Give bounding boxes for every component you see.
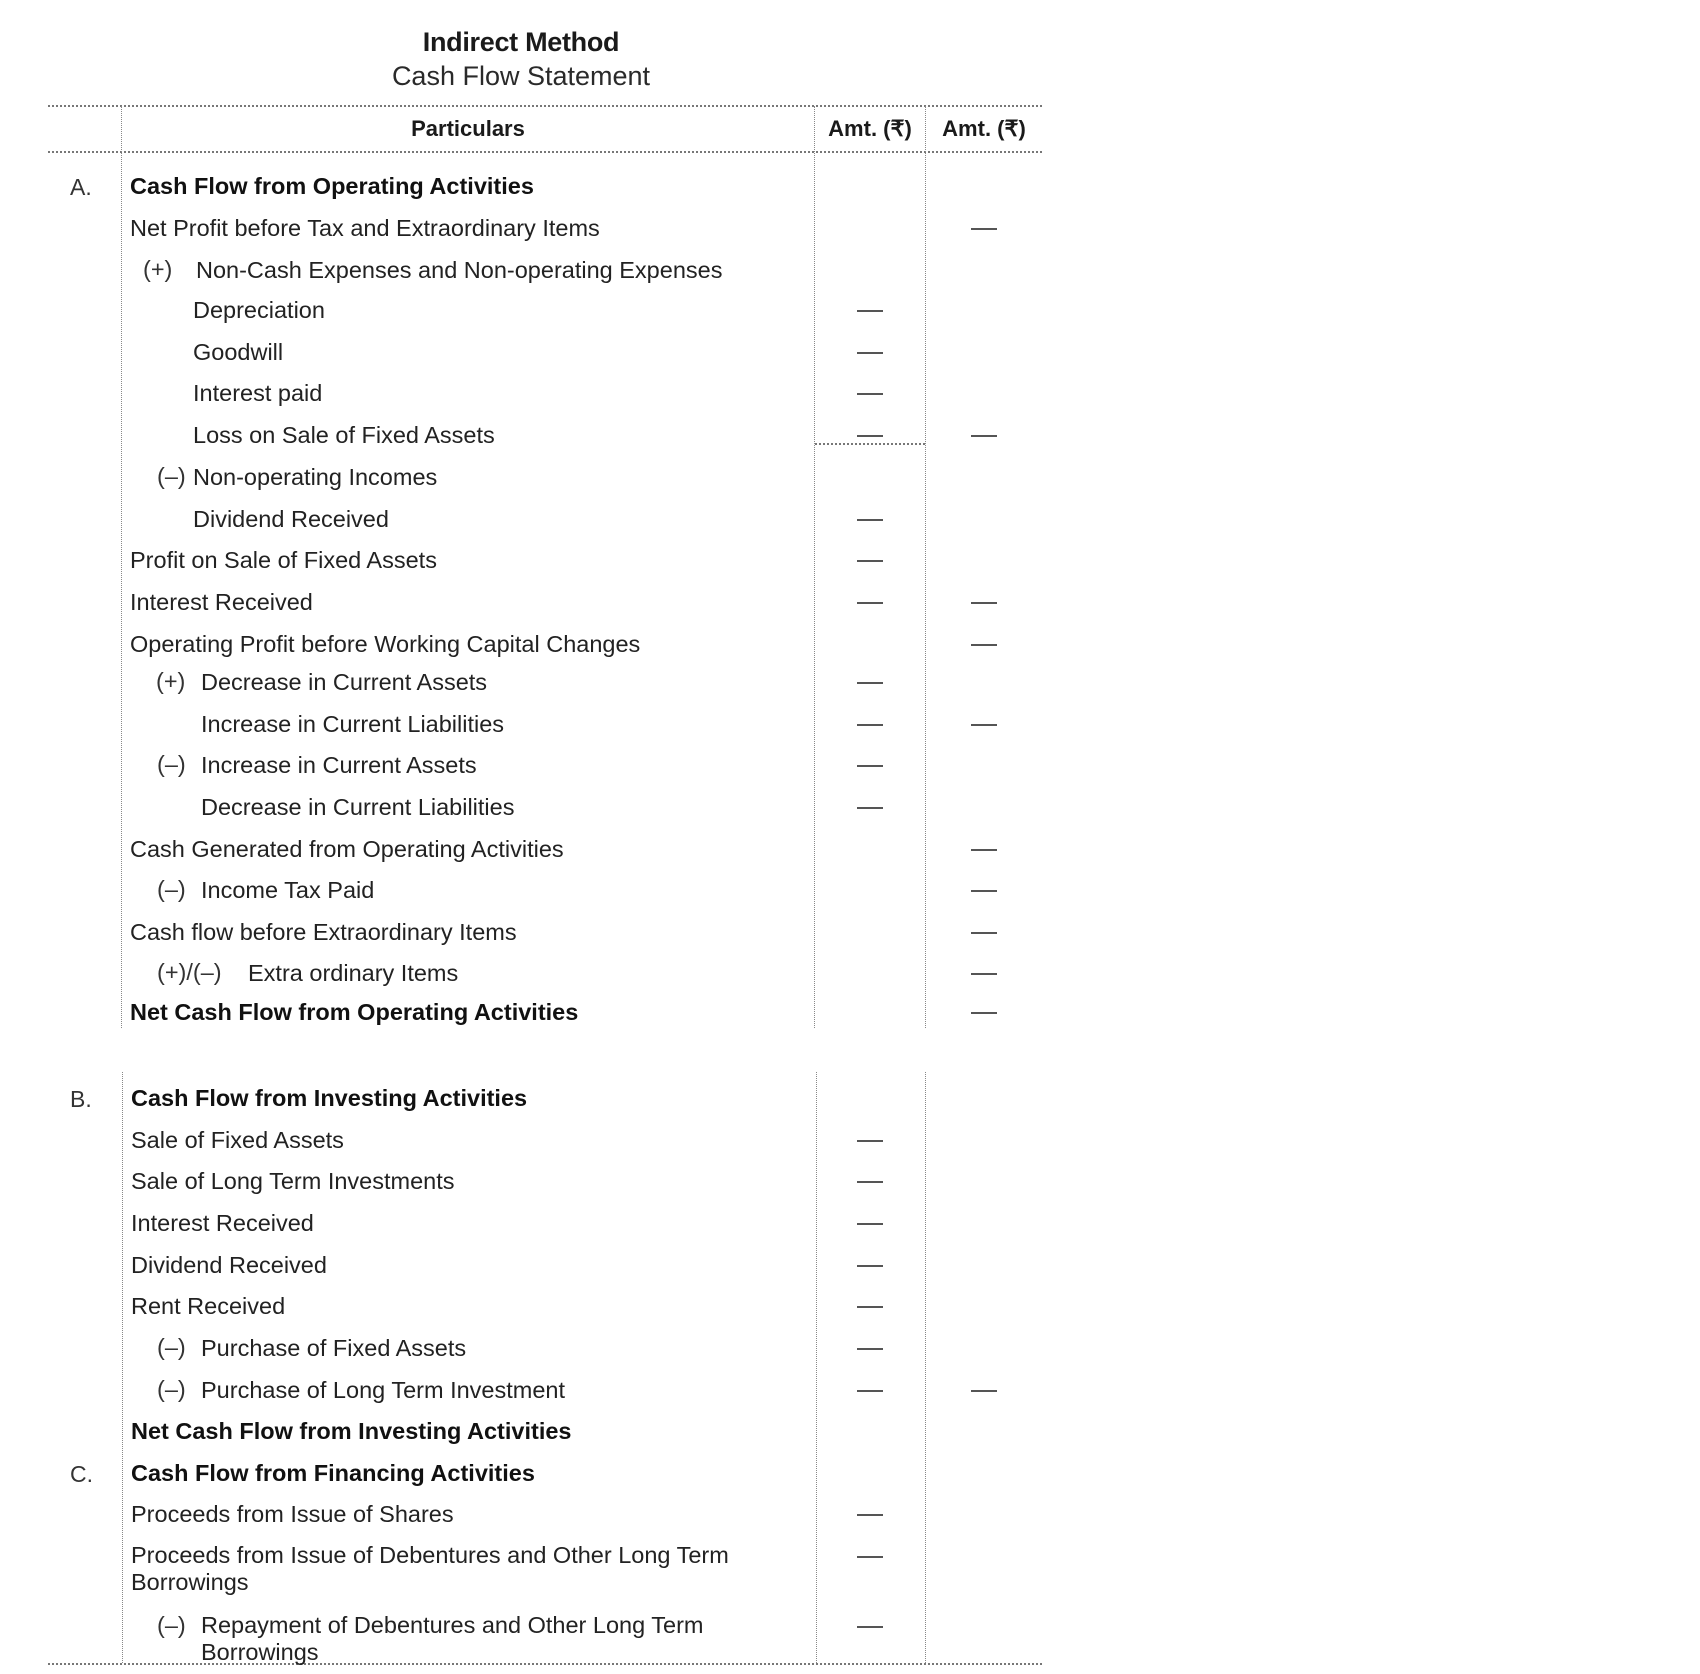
table-row — [0, 208, 1042, 250]
header-amount-2: Amt. (₹) — [942, 116, 1026, 141]
amount-1-dash — [857, 1181, 883, 1183]
amount-1-dash — [857, 1514, 883, 1516]
amount-2-dash — [971, 890, 997, 892]
table-row — [0, 1078, 1042, 1120]
table-row — [0, 1494, 1042, 1536]
table-row — [0, 457, 1042, 499]
particular-text: Non-operating Incomes — [193, 464, 438, 490]
table-row — [0, 1328, 1042, 1370]
particular-text: Decrease in Current Liabilities — [201, 794, 515, 820]
table-row — [0, 829, 1042, 871]
amount-2-dash — [971, 602, 997, 604]
header-amount-1: Amt. (₹) — [828, 116, 912, 141]
particular-text: Extra ordinary Items — [248, 960, 459, 986]
particular-text: Non-Cash Expenses and Non-operating Expenses — [196, 257, 723, 283]
amount-2-dash — [971, 435, 997, 437]
amount-1-dash — [857, 393, 883, 395]
table-row — [0, 1245, 1042, 1287]
table-row — [0, 704, 1042, 746]
particular-text: Goodwill — [193, 339, 284, 365]
table-row — [0, 373, 1042, 415]
table-row — [0, 870, 1042, 912]
table-row — [0, 662, 1042, 704]
particular-text: Cash Flow from Financing Activities — [131, 1460, 535, 1486]
sign-indicator: (+)/(–) — [157, 959, 222, 985]
amount-1-dash — [857, 1306, 883, 1308]
particular-text: Income Tax Paid — [201, 877, 375, 903]
document-title: Indirect Method — [422, 27, 620, 57]
sign-indicator: (–) — [157, 876, 186, 902]
amount-1-dash — [857, 310, 883, 312]
amount-2-dash — [971, 932, 997, 934]
table-row — [0, 1453, 1042, 1495]
amount-1-dash — [857, 352, 883, 354]
table-row — [0, 1161, 1042, 1203]
particular-text: Cash flow before Extraordinary Items — [130, 919, 517, 945]
particular-text: Net Cash Flow from Operating Activities — [130, 999, 579, 1025]
table-row — [0, 1370, 1042, 1412]
sign-indicator: (–) — [157, 463, 186, 489]
particular-text: Cash Flow from Investing Activities — [131, 1085, 528, 1111]
table-row — [0, 1411, 1042, 1453]
amount-2-dash — [971, 849, 997, 851]
table-row — [0, 415, 1042, 457]
amount-2-dash — [971, 228, 997, 230]
table-row — [0, 1286, 1042, 1328]
amount-2-dash — [971, 1012, 997, 1014]
amount-1-dash — [857, 519, 883, 521]
particular-text: Dividend Received — [193, 506, 389, 532]
amount-1-dash — [857, 724, 883, 726]
table-row — [0, 787, 1042, 829]
document-subtitle: Cash Flow Statement — [391, 61, 651, 91]
amount-2-dash — [971, 1390, 997, 1392]
amount-1-dash — [857, 1626, 883, 1628]
particular-text: Cash Flow from Operating Activities — [130, 173, 534, 199]
particular-text: Operating Profit before Working Capital Changes — [130, 631, 641, 657]
table-row — [0, 953, 1042, 995]
amount-1-dash — [857, 1556, 883, 1558]
particular-text: Net Profit before Tax and Extraordinary Items — [130, 215, 600, 241]
amount-1-dash — [857, 560, 883, 562]
table-row — [0, 540, 1042, 582]
particular-text: Sale of Long Term Investments — [131, 1168, 455, 1194]
table-row — [0, 912, 1042, 954]
table-row — [0, 992, 1042, 1034]
particular-text: Interest paid — [193, 380, 323, 406]
sign-indicator: (+) — [143, 256, 173, 282]
particular-text: Repayment of Debentures and Other Long Term Borrowings — [201, 1612, 704, 1665]
table-row — [0, 624, 1042, 666]
amount-1-dash — [857, 682, 883, 684]
sign-indicator: (–) — [157, 1334, 186, 1360]
table-row — [0, 499, 1042, 541]
amount-2-dash — [971, 724, 997, 726]
table-row — [0, 250, 1042, 292]
particular-text: Increase in Current Assets — [201, 752, 477, 778]
particular-text: Decrease in Current Assets — [201, 669, 488, 695]
section-label: B. — [70, 1086, 92, 1112]
section-label: C. — [70, 1461, 93, 1487]
amount-1-dash — [857, 1265, 883, 1267]
particular-text: Net Cash Flow from Investing Activities — [131, 1418, 572, 1444]
particular-text: Proceeds from Issue of Shares — [131, 1501, 454, 1527]
table-row — [0, 1120, 1042, 1162]
table-row — [0, 1606, 1042, 1665]
amount-1-dash — [857, 807, 883, 809]
particular-text: Purchase of Fixed Assets — [201, 1335, 467, 1361]
amount-1-dash — [857, 602, 883, 604]
amount-1-dash — [857, 1223, 883, 1225]
particular-text: Dividend Received — [131, 1252, 327, 1278]
particular-text: Interest Received — [130, 589, 313, 615]
amount-1-dash — [857, 435, 883, 437]
sign-indicator: (–) — [157, 1376, 186, 1402]
header-particulars: Particulars — [411, 116, 525, 141]
table-row — [0, 1536, 1042, 1595]
header-bottom-rule — [48, 151, 1042, 153]
amount-2-dash — [971, 973, 997, 975]
amount-1-dash — [857, 1348, 883, 1350]
particular-text: Purchase of Long Term Investment — [201, 1377, 566, 1403]
particular-text: Rent Received — [131, 1293, 286, 1319]
table-row — [0, 332, 1042, 374]
table-row — [0, 1203, 1042, 1245]
sign-indicator: (–) — [157, 751, 186, 777]
particular-text: Depreciation — [193, 297, 325, 323]
table-row — [0, 290, 1042, 332]
particular-text: Cash Generated from Operating Activities — [130, 836, 564, 862]
section-label: A. — [70, 174, 92, 200]
particular-text: Interest Received — [131, 1210, 314, 1236]
table-row — [0, 166, 1042, 208]
amount-1-dash — [857, 1140, 883, 1142]
amount-1-dash — [857, 765, 883, 767]
table-row — [0, 745, 1042, 787]
amount-1-dash — [857, 1390, 883, 1392]
particular-text: Proceeds from Issue of Debentures and Other Long Term Borrowings — [131, 1542, 729, 1595]
sign-indicator: (+) — [156, 668, 186, 694]
sign-indicator: (–) — [157, 1612, 186, 1638]
particular-text: Sale of Fixed Assets — [131, 1127, 344, 1153]
particular-text: Profit on Sale of Fixed Assets — [130, 547, 437, 573]
amount-2-dash — [971, 644, 997, 646]
particular-text: Loss on Sale of Fixed Assets — [193, 422, 495, 448]
table-row — [0, 582, 1042, 624]
particular-text: Increase in Current Liabilities — [201, 711, 505, 737]
